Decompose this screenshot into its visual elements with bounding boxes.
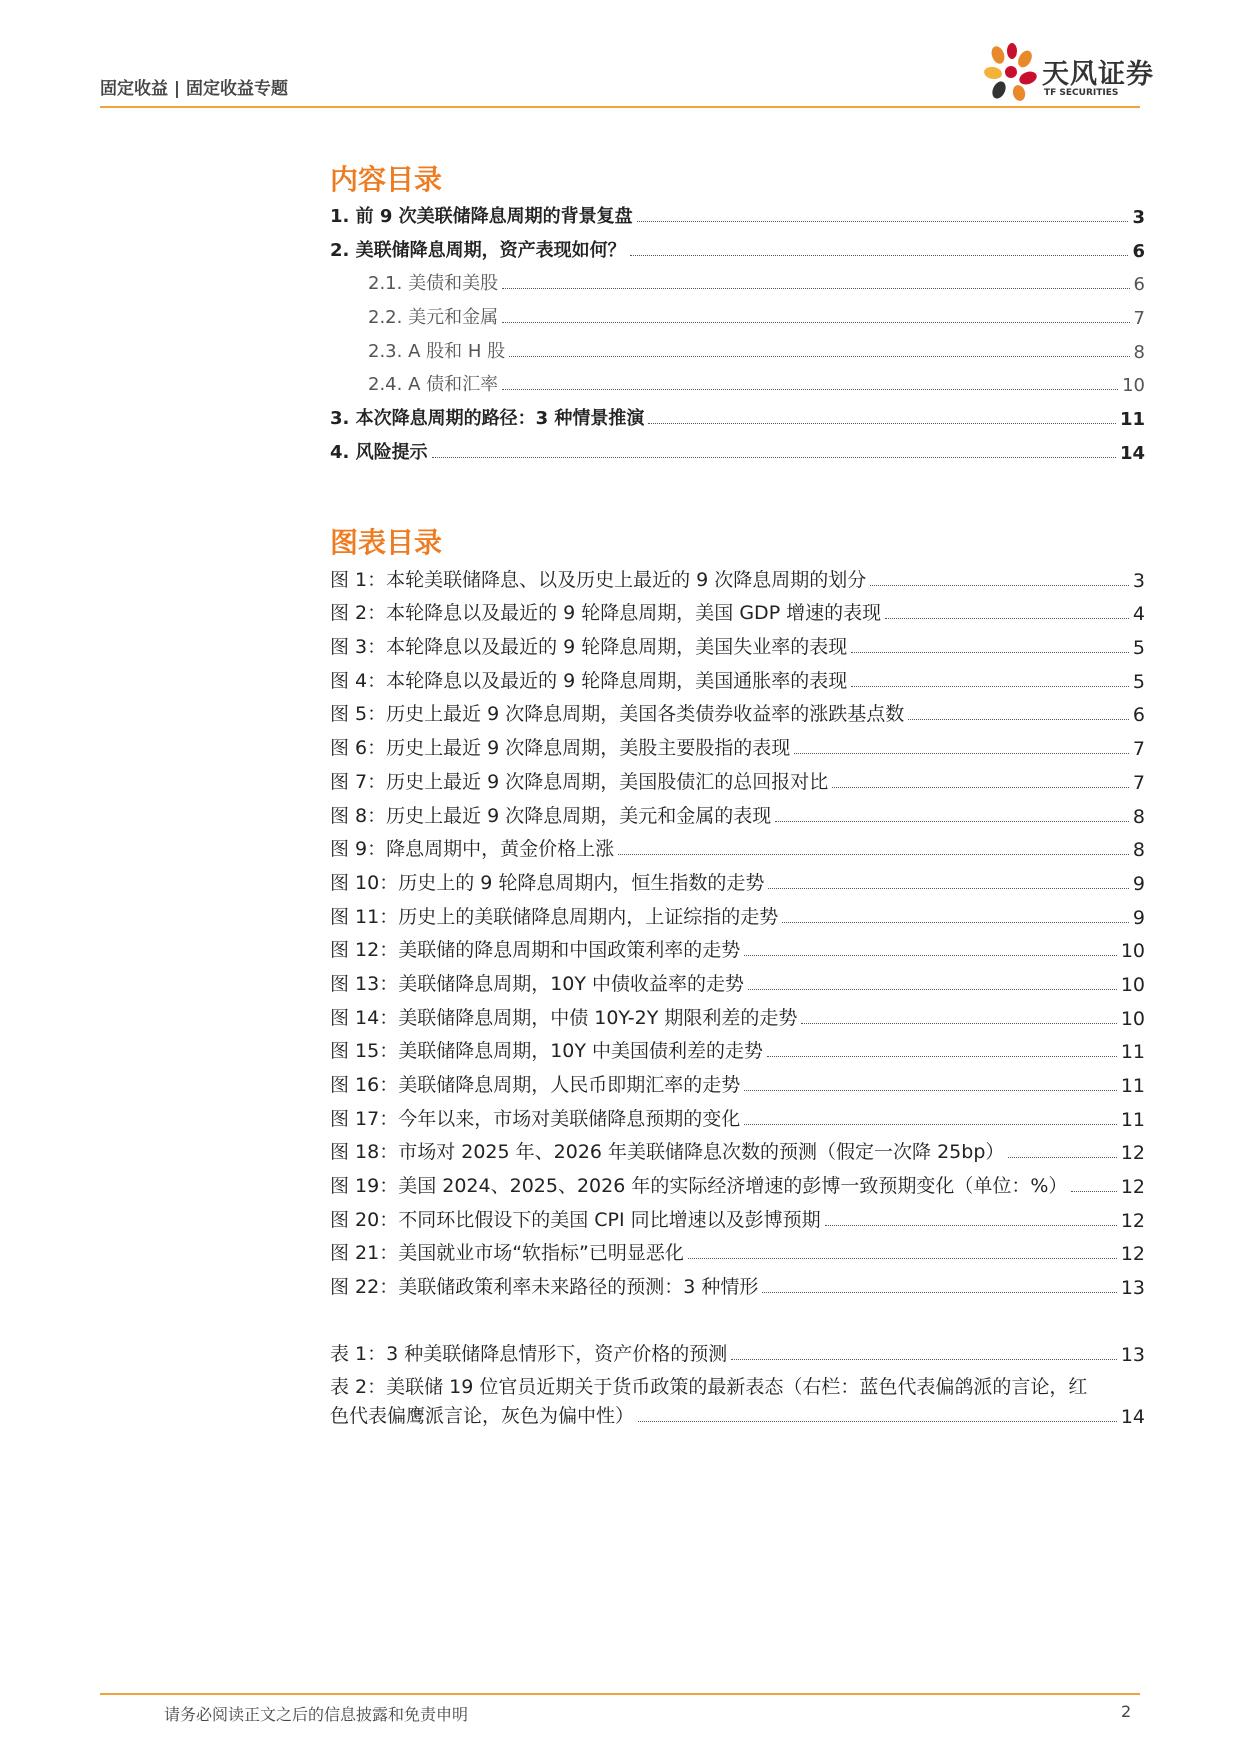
dot-leader [509, 356, 1129, 357]
dot-leader [630, 255, 1129, 256]
table-entry-label: 表 2：美联储 19 位官员近期关于货币政策的最新表态（右栏：蓝色代表偏鸽派的言论，红 [330, 1376, 1088, 1398]
dot-leader [502, 322, 1129, 323]
figure-entry-label: 图 16：美联储降息周期，人民币即期汇率的走势 [330, 1074, 741, 1096]
logo-chinese-name: 天风证券 [1042, 59, 1154, 90]
toc-entry-label: 4. 风险提示 [330, 442, 428, 463]
figure-entry-page: 10 [1120, 974, 1145, 996]
dot-leader [870, 585, 1129, 586]
figure-entry-label: 图 8：历史上最近 9 次降息周期，美元和金属的表现 [330, 805, 772, 827]
figure-entry[interactable] [330, 1172, 1145, 1198]
page-number: 2 [1121, 1702, 1132, 1721]
dot-leader [767, 1056, 1117, 1057]
figure-entry-page: 11 [1120, 1109, 1145, 1131]
figure-entry-page: 10 [1120, 1008, 1145, 1030]
figure-entry-page: 10 [1120, 940, 1145, 962]
figure-entry-label: 图 7：历史上最近 9 次降息周期，美国股债汇的总回报对比 [330, 771, 829, 793]
header-breadcrumb: 固定收益 | 固定收益专题 [100, 79, 289, 99]
figure-entry[interactable] [330, 936, 1145, 962]
dot-leader [782, 922, 1129, 923]
table-entry[interactable] [330, 1372, 1145, 1428]
footer-divider [100, 1693, 1140, 1695]
toc-entry-label: 2.2. 美元和金属 [368, 307, 499, 328]
figure-entry-page: 11 [1120, 1041, 1145, 1063]
dot-leader [648, 423, 1116, 424]
toc-entry-label: 1. 前 9 次美联储降息周期的背景复盘 [330, 206, 633, 227]
figure-entry[interactable] [330, 667, 1145, 693]
flower-logo-icon [982, 42, 1040, 104]
dot-leader [638, 1421, 1117, 1422]
toc-entry-label: 2.4. A 债和汇率 [368, 374, 499, 395]
figure-entry-page: 11 [1120, 1075, 1145, 1097]
figure-entry[interactable] [330, 734, 1145, 760]
figure-entry[interactable] [330, 1138, 1145, 1164]
dot-leader [744, 955, 1117, 956]
toc-entry[interactable] [330, 202, 1145, 228]
table-entry-page: 14 [1120, 1406, 1145, 1428]
figure-entry[interactable] [330, 1071, 1145, 1097]
dot-leader [1071, 1191, 1116, 1192]
dot-leader [618, 854, 1129, 855]
dot-leader [502, 389, 1118, 390]
figure-entry-label: 图 22：美联储政策利率未来路径的预测：3 种情形 [330, 1276, 759, 1298]
figure-entry[interactable] [330, 1004, 1145, 1030]
figure-entry-page: 13 [1120, 1277, 1145, 1299]
toc-entry[interactable] [330, 236, 1145, 262]
footer-disclaimer: 请务必阅读正文之后的信息披露和免责申明 [164, 1705, 469, 1724]
toc-entry[interactable] [368, 303, 1145, 329]
figure-entry-label: 图 11：历史上的美联储降息周期内，上证综指的走势 [330, 906, 779, 928]
dot-leader [832, 787, 1129, 788]
toc-entry[interactable] [330, 404, 1145, 430]
toc-entry-page: 14 [1119, 443, 1145, 464]
dot-leader [502, 288, 1129, 289]
table-entry-label-continued: 色代表偏鹰派言论，灰色为偏中性） [330, 1405, 635, 1427]
toc-entry[interactable] [330, 438, 1145, 464]
content-toc-title: 内容目录 [330, 163, 443, 196]
logo-english-name: TF SECURITIES [1044, 88, 1119, 98]
toc-entry-page: 6 [1133, 274, 1145, 295]
figure-entry-page: 12 [1120, 1176, 1145, 1198]
dot-leader [731, 1359, 1117, 1360]
figure-entry-page: 5 [1132, 671, 1145, 693]
toc-entry-page: 7 [1133, 308, 1145, 329]
table-entry[interactable] [330, 1340, 1145, 1366]
dot-leader [637, 221, 1129, 222]
figure-entry[interactable] [330, 1105, 1145, 1131]
dot-leader [688, 1258, 1117, 1259]
figure-entry-page: 7 [1132, 772, 1145, 794]
figure-entry-label: 图 15：美联储降息周期，10Y 中美国债利差的走势 [330, 1040, 764, 1062]
dot-leader [748, 989, 1117, 990]
toc-entry-label: 2. 美联储降息周期，资产表现如何？ [330, 240, 626, 261]
toc-entry-label: 2.3. A 股和 H 股 [368, 341, 506, 362]
figure-entry[interactable] [330, 599, 1145, 625]
header-divider [100, 106, 1140, 108]
figure-entry[interactable] [330, 566, 1145, 592]
dot-leader [801, 1023, 1116, 1024]
figure-toc-title: 图表目录 [330, 526, 443, 559]
company-logo [982, 42, 1152, 104]
figure-entry-label: 图 14：美联储降息周期，中债 10Y-2Y 期限利差的走势 [330, 1007, 798, 1029]
figure-entry-label: 图 4：本轮降息以及最近的 9 轮降息周期，美国通胀率的表现 [330, 670, 848, 692]
figure-entry[interactable] [330, 1037, 1145, 1063]
dot-leader [794, 753, 1129, 754]
toc-entry-page: 6 [1132, 241, 1145, 262]
figure-entry-page: 12 [1120, 1210, 1145, 1232]
figure-entry[interactable] [330, 970, 1145, 996]
dot-leader [825, 1225, 1117, 1226]
figure-entry-label: 图 2：本轮降息以及最近的 9 轮降息周期，美国 GDP 增速的表现 [330, 602, 882, 624]
figure-entry[interactable] [330, 633, 1145, 659]
dot-leader [432, 457, 1116, 458]
dot-leader [885, 618, 1129, 619]
figure-entry-label: 图 5：历史上最近 9 次降息周期，美国各类债券收益率的涨跌基点数 [330, 703, 905, 725]
figure-entry-page: 8 [1132, 839, 1145, 861]
figure-entry-label: 图 12：美联储的降息周期和中国政策利率的走势 [330, 939, 741, 961]
figure-entry-label: 图 21：美国就业市场“软指标”已明显恶化 [330, 1242, 684, 1264]
figure-entry[interactable] [330, 802, 1145, 828]
figure-entry-page: 7 [1132, 738, 1145, 760]
dot-leader [908, 719, 1129, 720]
figure-entry[interactable] [330, 1239, 1145, 1265]
dot-leader [762, 1292, 1116, 1293]
figure-entry-page: 12 [1120, 1243, 1145, 1265]
figure-entry-label: 图 19：美国 2024、2025、2026 年的实际经济增速的彭博一致预期变化（单位：%） [330, 1175, 1068, 1197]
figure-entry-label: 图 17：今年以来，市场对美联储降息预期的变化 [330, 1108, 741, 1130]
table-entry-label: 表 1：3 种美联储降息情形下，资产价格的预测 [330, 1343, 728, 1365]
figure-entry-page: 5 [1132, 637, 1145, 659]
figure-entry[interactable] [330, 835, 1145, 861]
figure-entry-label: 图 13：美联储降息周期，10Y 中债收益率的走势 [330, 973, 745, 995]
figure-entry[interactable] [330, 768, 1145, 794]
dot-leader [744, 1124, 1117, 1125]
toc-entry-label: 2.1. 美债和美股 [368, 273, 499, 294]
figure-entry-page: 6 [1132, 704, 1145, 726]
toc-entry-page: 8 [1133, 342, 1145, 363]
figure-entry-label: 图 3：本轮降息以及最近的 9 轮降息周期，美国失业率的表现 [330, 636, 848, 658]
toc-entry-page: 10 [1122, 375, 1145, 396]
figure-entry-page: 9 [1132, 907, 1145, 929]
dot-leader [768, 888, 1129, 889]
figure-entry-label: 图 6：历史上最近 9 次降息周期，美股主要股指的表现 [330, 737, 791, 759]
toc-entry[interactable] [368, 337, 1145, 363]
figure-entry[interactable] [330, 903, 1145, 929]
dot-leader [851, 686, 1129, 687]
dot-leader [851, 652, 1129, 653]
figure-entry-page: 3 [1132, 570, 1145, 592]
figure-entry-label: 图 18：市场对 2025 年、2026 年美联储降息次数的预测（假定一次降 25bp） [330, 1141, 1005, 1163]
dot-leader [1008, 1157, 1116, 1158]
figure-entry[interactable] [330, 1206, 1145, 1232]
figure-entry-page: 9 [1132, 873, 1145, 895]
figure-entry-page: 4 [1132, 603, 1145, 625]
toc-entry-page: 11 [1119, 409, 1145, 430]
toc-entry[interactable] [368, 269, 1145, 295]
toc-entry-page: 3 [1132, 207, 1145, 228]
figure-entry-label: 图 1：本轮美联储降息、以及历史上最近的 9 次降息周期的划分 [330, 569, 867, 591]
figure-entry-page: 12 [1120, 1142, 1145, 1164]
figure-entry-label: 图 10：历史上的 9 轮降息周期内，恒生指数的走势 [330, 872, 765, 894]
figure-entry-label: 图 9：降息周期中，黄金价格上涨 [330, 838, 615, 860]
dot-leader [744, 1090, 1117, 1091]
toc-entry[interactable] [368, 370, 1145, 396]
figure-entry[interactable] [330, 700, 1145, 726]
figure-entry-label: 图 20：不同环比假设下的美国 CPI 同比增速以及彭博预期 [330, 1209, 821, 1231]
figure-entry[interactable] [330, 869, 1145, 895]
dot-leader [775, 821, 1129, 822]
table-entry-page: 13 [1120, 1344, 1145, 1366]
figure-entry-page: 8 [1132, 806, 1145, 828]
toc-entry-label: 3. 本次降息周期的路径：3 种情景推演 [330, 408, 645, 429]
figure-entry[interactable] [330, 1273, 1145, 1299]
